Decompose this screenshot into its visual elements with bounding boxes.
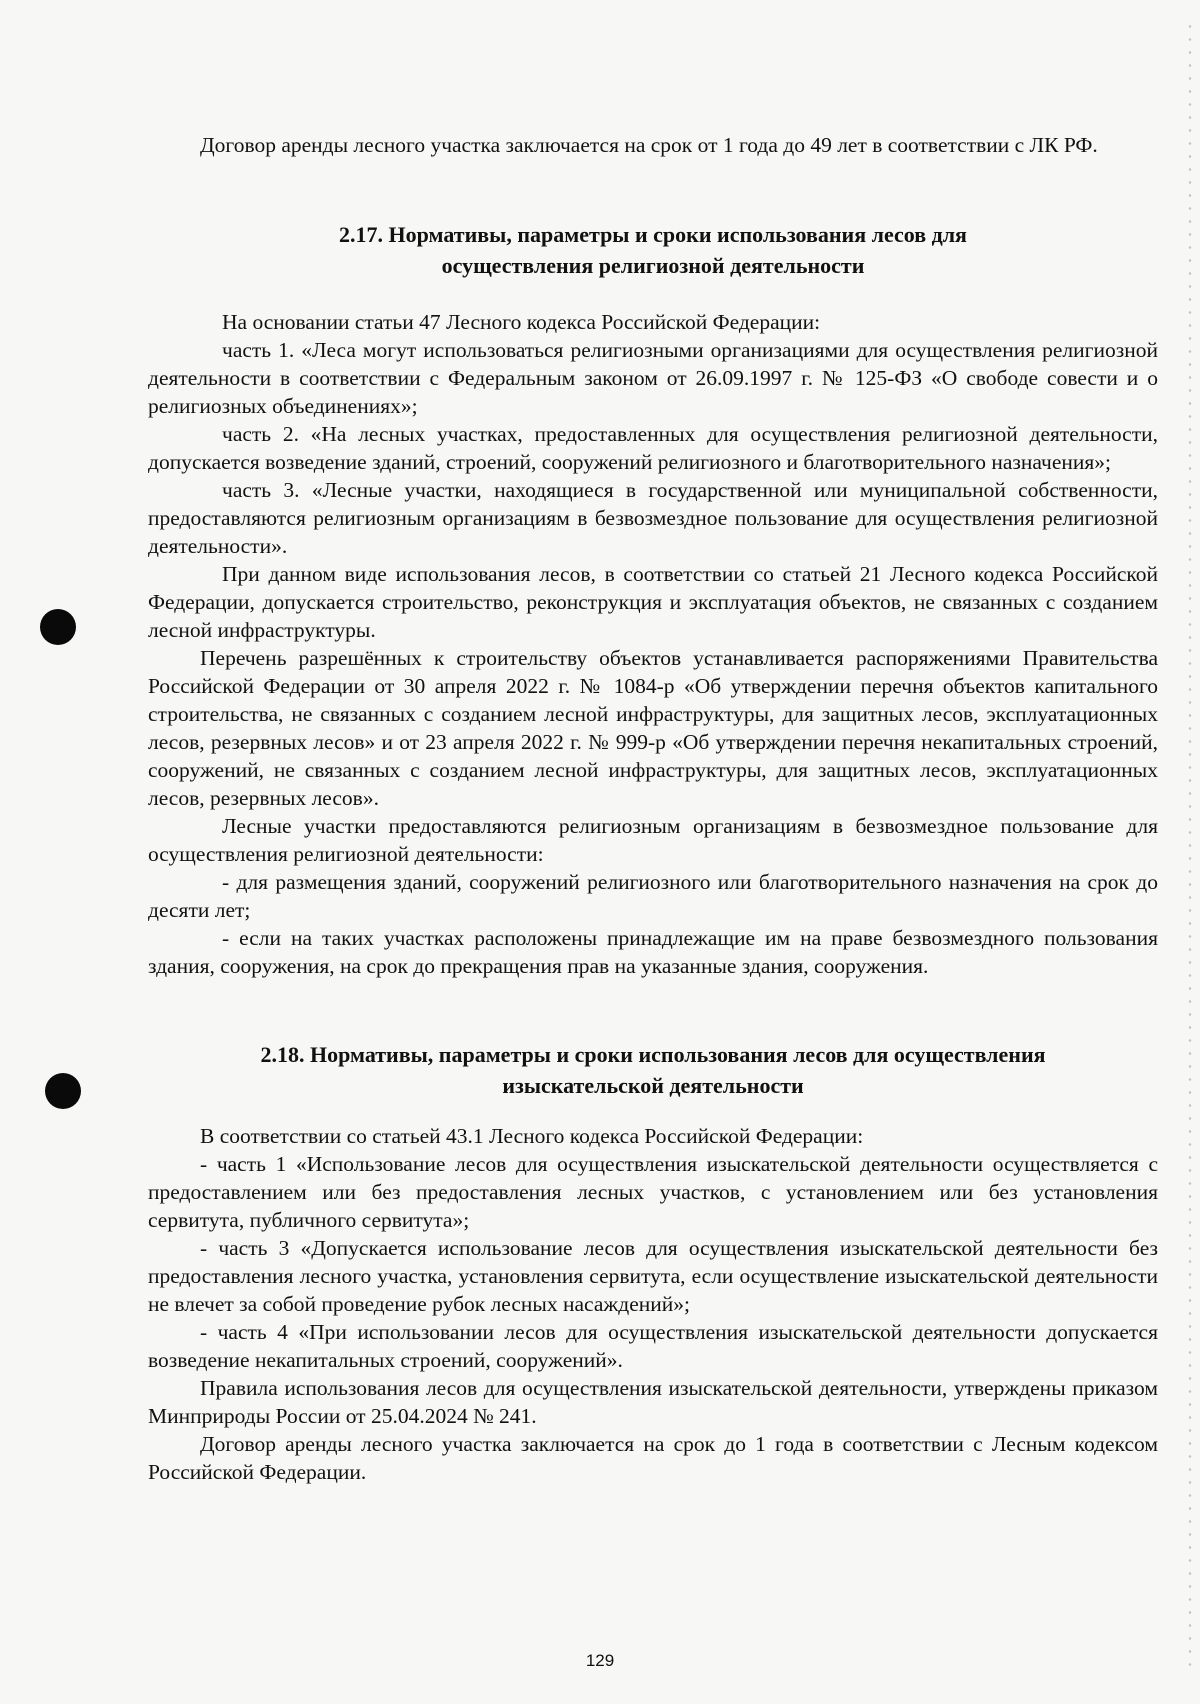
paragraph: часть 2. «На лесных участках, предоставленных для осуществления религиозной деятельности, допускается возведение зданий, строений, сооружений религиозного и благотворительного назначения»;	[148, 422, 1158, 474]
intro-block	[148, 131, 1158, 159]
section-218-heading-line2: изыскательской деятельности	[502, 1073, 804, 1098]
paragraph: часть 1. «Леса могут использоваться религиозными организациями для осуществления религиозной деятельности в соответствии с Федеральным законом от 26.09.1997 г. № 125-ФЗ «О свободе совести и о религиозных объединениях»;	[148, 338, 1158, 418]
paragraph: часть 3. «Лесные участки, находящиеся в государственной или муниципальной собственности, предоставляются религиозным организациям в безвозмездное пользование для осуществления религиозной деятельности».	[148, 478, 1158, 558]
section-218-heading-line1: 2.18. Нормативы, параметры и сроки использования лесов для осуществления	[260, 1042, 1046, 1067]
paragraph: При данном виде использования лесов, в соответствии со статьей 21 Лесного кодекса Российской Федерации, допускается строительство, реконструкция и эксплуатация объектов, не связанных с созданием лесной инфраструктуры.	[148, 562, 1158, 642]
list-item: - если на таких участках расположены принадлежащие им на праве безвозмездного пользования здания, сооружения, на срок до прекращения прав на указанные здания, сооружения.	[148, 926, 1158, 978]
section-218-body	[148, 1122, 1158, 1486]
scan-edge-noise	[1186, 20, 1194, 1670]
paragraph: Лесные участки предоставляются религиозным организациям в безвозмездное пользование для осуществления религиозной деятельности:	[148, 814, 1158, 866]
section-217-heading	[148, 219, 1158, 281]
section-217-heading-line2: осуществления религиозной деятельности	[441, 253, 865, 278]
paragraph: На основании статьи 47 Лесного кодекса Российской Федерации:	[222, 310, 821, 334]
list-item: - часть 1 «Использование лесов для осуществления изыскательской деятельности осуществляется с предоставлением или без предоставления лесных участков, с установлением или без установления сервитута, публичного сервитута»;	[148, 1152, 1158, 1232]
section-218-heading	[148, 1039, 1158, 1101]
binder-hole-bottom	[45, 1073, 81, 1109]
list-item: - для размещения зданий, сооружений религиозного или благотворительного назначения на срок до десяти лет;	[148, 870, 1158, 922]
section-217-body	[148, 308, 1158, 980]
section-217-heading-line1: 2.17. Нормативы, параметры и сроки использования лесов для	[339, 222, 967, 247]
intro-paragraph: Договор аренды лесного участка заключается на срок от 1 года до 49 лет в соответствии с ЛК РФ.	[200, 133, 1098, 157]
list-item: - часть 3 «Допускается использование лесов для осуществления изыскательской деятельности без предоставления лесного участка, установления сервитута, если осуществление изыскательской деятельности не влечет за собой проведение рубок лесных насаждений»;	[148, 1236, 1158, 1316]
paragraph: В соответствии со статьей 43.1 Лесного кодекса Российской Федерации:	[200, 1124, 864, 1148]
paragraph: Договор аренды лесного участка заключается на срок до 1 года в соответствии с Лесным кодексом Российской Федерации.	[148, 1432, 1158, 1484]
page-number: 129	[585, 1651, 615, 1670]
binder-hole-top	[40, 609, 76, 645]
paragraph: Перечень разрешённых к строительству объектов устанавливается распоряжениями Правительства Российской Федерации от 30 апреля 2022 г. № 1084-р «Об утверждении перечня объектов капитального строительства, не связанных с созданием лесной инфраструктуры, для защитных лесов, эксплуатационных лесов, резервных лесов» и от 23 апреля 2022 г. № 999-р «Об утверждении перечня некапитальных строений, сооружений, не связанных с созданием лесной инфраструктуры, для защитных лесов, эксплуатационных лесов, резервных лесов».	[148, 646, 1158, 810]
list-item: - часть 4 «При использовании лесов для осуществления изыскательской деятельности допускается возведение некапитальных строений, сооружений».	[148, 1320, 1158, 1372]
paragraph: Правила использования лесов для осуществления изыскательской деятельности, утверждены приказом Минприроды России от 25.04.2024 № 241.	[148, 1376, 1158, 1428]
